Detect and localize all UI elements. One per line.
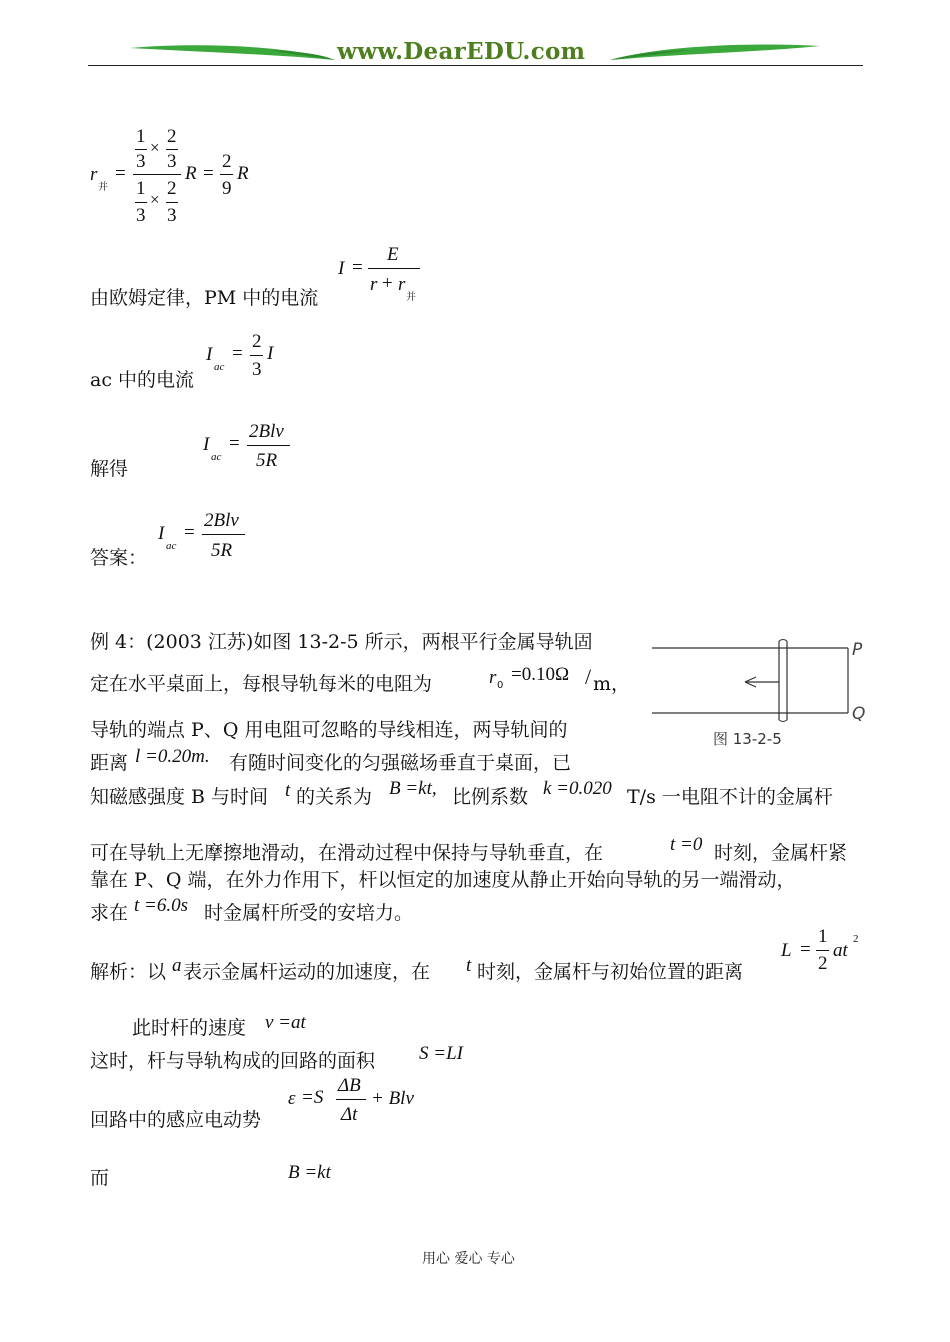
analysis-line: 而	[90, 1167, 110, 1189]
page-footer: 用心 爱心 专心	[422, 1251, 515, 1267]
frac-bar	[368, 268, 420, 269]
equals-sign: =	[232, 343, 243, 364]
frac-bar	[135, 202, 147, 203]
right-leaf-icon	[610, 45, 820, 60]
B-kt: B =kt,	[389, 778, 437, 799]
delta-B: ΔB	[338, 1075, 361, 1096]
ohm-label: 由欧姆定律，PM 中的电流	[90, 287, 319, 309]
t-value: t =6.0s	[134, 895, 188, 916]
r-symbol: r	[90, 164, 98, 185]
equals-sign: =	[352, 257, 363, 278]
solve-label: 解得	[90, 458, 129, 480]
I-symbol: I	[267, 343, 274, 364]
analysis-line: 解析：以	[90, 961, 167, 983]
frac-bar	[250, 355, 263, 356]
frac-num: 2	[222, 151, 232, 172]
B-kt: B =kt	[288, 1162, 331, 1183]
frac-bar	[166, 202, 178, 203]
analysis-line: 时刻，金属杆与初始位置的距离	[477, 961, 744, 983]
example-line: 可在导轨上无摩擦地滑动，在滑动过程中保持与导轨垂直，在	[90, 842, 604, 864]
R-symbol: R	[237, 163, 249, 184]
denominator: 5R	[211, 540, 233, 561]
r-symbol: r	[370, 274, 378, 295]
numerator: 2Blv	[204, 510, 239, 531]
l-value: l =0.20m.	[135, 746, 210, 767]
equals-sign: =	[203, 163, 214, 184]
example-line: 时刻，金属杆紧	[714, 842, 848, 864]
frac-bar	[247, 445, 290, 446]
equals-sign: =	[115, 163, 126, 184]
I-symbol: I	[206, 344, 213, 365]
a-symbol: a	[172, 955, 182, 976]
frac-den: 3	[252, 359, 262, 380]
k-value: k =0.020	[543, 778, 612, 799]
frac-den: 9	[222, 178, 232, 199]
example-line: 求在	[90, 902, 129, 924]
t-zero: t =0	[670, 834, 703, 855]
plus-Blv: + Blv	[371, 1088, 414, 1109]
r-symbol: r	[398, 274, 406, 295]
numerator: 2Blv	[249, 421, 284, 442]
analysis-line: 回路中的感应电动势	[90, 1109, 262, 1131]
num-2: 2	[167, 126, 177, 147]
rail-diagram	[648, 638, 878, 728]
frac-num: 1	[818, 926, 828, 947]
den-3: 3	[136, 205, 146, 226]
example-line: 的关系为	[296, 786, 373, 808]
r-subscript: 并	[406, 292, 416, 303]
equals-sign: =	[184, 522, 195, 543]
r0-value: =0.10Ω	[511, 664, 570, 685]
times-sign: ×	[150, 138, 160, 157]
example-line: m，	[593, 673, 631, 695]
frac-bar	[202, 534, 245, 535]
example-line: 靠在 P、Q 端，在外力作用下，杆以恒定的加速度从静止开始向导轨的另一端滑动，	[90, 869, 796, 891]
example-line: 知磁感强度 B 与时间	[90, 786, 269, 808]
example-line: 时金属杆所受的安培力。	[204, 902, 414, 924]
ac-subscript: ac	[211, 451, 222, 463]
r0-subscript: 0	[497, 680, 504, 691]
r-subscript: 并	[98, 182, 108, 193]
epsilon-symbol: ε	[288, 1088, 296, 1109]
frac-num: 2	[252, 331, 262, 352]
iac-label: ac 中的电流	[90, 369, 195, 391]
slash: /	[585, 664, 592, 689]
denominator: 5R	[256, 450, 278, 471]
example-line: 定在水平桌面上，每根导轨每米的电阻为	[90, 673, 433, 695]
S-LI: S =LI	[419, 1043, 463, 1064]
analysis-line: 此时杆的速度	[132, 1017, 247, 1039]
equals-sign: =	[800, 939, 811, 960]
num-2: 2	[167, 178, 177, 199]
example-line: 距离	[90, 752, 129, 774]
v-at: v =at	[265, 1012, 306, 1033]
frac-bar	[166, 149, 178, 150]
den-3: 3	[167, 151, 177, 172]
left-leaf-icon	[130, 45, 335, 60]
delta-t: Δt	[341, 1104, 358, 1125]
example-line: T/s 一电阻不计的金属杆	[627, 786, 833, 808]
frac-den: 2	[818, 953, 828, 974]
label-q: Q	[852, 704, 866, 724]
example-line: 导轨的端点 P、Q 用电阻可忽略的导线相连，两导轨间的	[90, 719, 568, 741]
plus-sign: +	[382, 273, 393, 294]
equals-sign: =	[229, 433, 240, 454]
example-line: 有随时间变化的匀强磁场垂直于桌面，已	[229, 752, 572, 774]
exponent: 2	[853, 933, 859, 945]
site-logo-text: www.DearEDU.com	[337, 38, 586, 65]
I-symbol: I	[203, 434, 210, 455]
analysis-line: 这时，杆与导轨构成的回路的面积	[90, 1050, 376, 1072]
num-1: 1	[136, 126, 146, 147]
example-line: 比例系数	[452, 786, 529, 808]
num-1: 1	[136, 178, 146, 199]
ac-subscript: ac	[166, 540, 177, 552]
I-symbol: I	[338, 258, 345, 279]
answer-label: 答案：	[90, 547, 148, 569]
L-symbol: L	[781, 940, 792, 961]
example-line: 例 4：(2003 江苏)如图 13-2-5 所示，两根平行金属导轨固	[90, 631, 593, 653]
frac-bar	[220, 174, 233, 175]
at-term: at	[833, 940, 848, 961]
ac-subscript: ac	[214, 361, 225, 373]
t-symbol: t	[285, 780, 291, 801]
numerator: E	[387, 244, 399, 265]
label-p: P	[852, 640, 863, 660]
frac-bar	[336, 1099, 366, 1100]
figure-caption: 图 13-2-5	[713, 730, 782, 748]
t-symbol: t	[466, 955, 472, 976]
R-symbol: R	[185, 163, 197, 184]
I-symbol: I	[158, 523, 165, 544]
header-divider	[88, 65, 863, 66]
frac-bar	[816, 950, 829, 951]
den-3: 3	[136, 151, 146, 172]
den-3: 3	[167, 205, 177, 226]
frac-bar	[135, 149, 147, 150]
equals-S: =S	[301, 1087, 324, 1108]
r0-symbol: r	[489, 667, 497, 688]
times-sign: ×	[150, 190, 160, 209]
main-frac-bar	[133, 174, 181, 175]
analysis-line: 表示金属杆运动的加速度，在	[183, 961, 431, 983]
